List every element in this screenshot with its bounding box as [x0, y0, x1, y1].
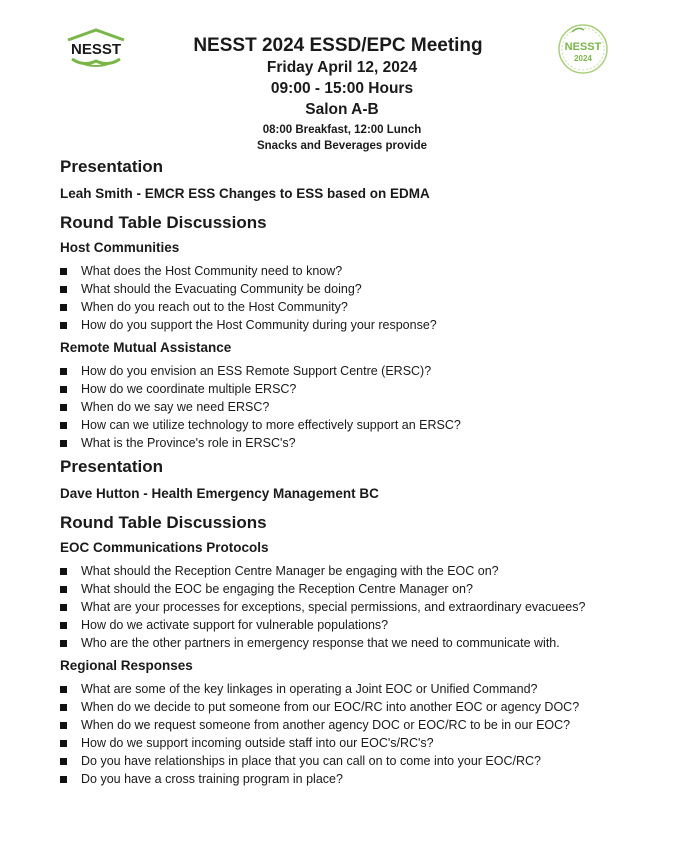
list-item: Who are the other partners in emergency response that we need to communicate with.	[60, 634, 660, 652]
host-communities-list	[60, 262, 660, 334]
list-item: How can we utilize technology to more effectively support an ERSC?	[60, 416, 660, 434]
list-item: What should the Evacuating Community be doing?	[60, 280, 660, 298]
list-item: When do you reach out to the Host Community?	[60, 298, 660, 316]
bullet-square-icon	[60, 722, 67, 729]
bullet-square-icon	[60, 440, 67, 447]
bullet-square-icon	[60, 640, 67, 647]
meeting-title: NESST 2024 ESSD/EPC Meeting	[193, 35, 483, 56]
bullet-square-icon	[60, 286, 67, 293]
meeting-header	[0, 34, 684, 154]
list-item: Do you have relationships in place that you can call on to come into your EOC/RC?	[60, 752, 660, 770]
subheading-regional-responses: Regional Responses	[60, 658, 193, 673]
meal-times: 08:00 Breakfast, 12:00 Lunch	[262, 124, 422, 136]
bullet-square-icon	[60, 568, 67, 575]
subheading-host-communities: Host Communities	[60, 240, 180, 255]
list-item: How do we support incoming outside staff into our EOC's/RC's?	[60, 734, 660, 752]
list-item: When do we say we need ERSC?	[60, 398, 660, 416]
logo-right-text: NESST	[564, 41, 602, 53]
bullet-square-icon	[60, 604, 67, 611]
list-item: How do you envision an ESS Remote Support Centre (ERSC)?	[60, 362, 660, 380]
list-item: Do you have a cross training program in place?	[60, 770, 660, 788]
presentation-speaker-1: Leah Smith - EMCR ESS Changes to ESS based on EDMA	[60, 186, 430, 201]
bullet-square-icon	[60, 740, 67, 747]
bullet-square-icon	[60, 322, 67, 329]
list-item: What are some of the key linkages in operating a Joint EOC or Unified Command?	[60, 680, 660, 698]
list-item: What is the Province's role in ERSC's?	[60, 434, 660, 452]
subheading-remote-mutual-assistance: Remote Mutual Assistance	[60, 340, 232, 355]
logo-right-year: 2024	[574, 54, 592, 63]
logo-left-text: NESST	[70, 41, 122, 58]
meeting-room: Salon A-B	[305, 101, 379, 118]
meeting-date: Friday April 12, 2024	[266, 59, 418, 76]
section-heading-round-table-1: Round Table Discussions	[60, 213, 267, 232]
list-item: When do we request someone from another agency DOC or EOC/RC to be in our EOC?	[60, 716, 660, 734]
bullet-square-icon	[60, 422, 67, 429]
bullet-square-icon	[60, 268, 67, 275]
list-item: How do you support the Host Community during your response?	[60, 316, 660, 334]
eoc-communications-list	[60, 562, 660, 652]
bullet-square-icon	[60, 776, 67, 783]
agenda-content	[60, 156, 660, 792]
bullet-square-icon	[60, 704, 67, 711]
bullet-square-icon	[60, 386, 67, 393]
list-item: What should the Reception Centre Manager be engaging with the EOC on?	[60, 562, 660, 580]
list-item: What are your processes for exceptions, special permissions, and extraordinary evacuees?	[60, 598, 586, 616]
list-item: When do we decide to put someone from our EOC/RC into another EOC or agency DOC?	[60, 698, 660, 716]
bullet-square-icon	[60, 622, 67, 629]
section-heading-presentation-1: Presentation	[60, 157, 163, 176]
bullet-square-icon	[60, 686, 67, 693]
subheading-eoc-communications-protocols: EOC Communications Protocols	[60, 540, 269, 555]
meeting-hours: 09:00 - 15:00 Hours	[270, 80, 414, 97]
snacks-note: Snacks and Beverages provide	[256, 140, 428, 152]
list-item: How do we activate support for vulnerable populations?	[60, 616, 660, 634]
regional-responses-list	[60, 680, 660, 788]
presentation-speaker-2: Dave Hutton - Health Emergency Management BC	[60, 486, 379, 501]
list-item: What does the Host Community need to know?	[60, 262, 660, 280]
bullet-square-icon	[60, 404, 67, 411]
bullet-square-icon	[60, 758, 67, 765]
bullet-square-icon	[60, 586, 67, 593]
list-item: How do we coordinate multiple ERSC?	[60, 380, 660, 398]
remote-mutual-assistance-list	[60, 362, 660, 452]
section-heading-round-table-2: Round Table Discussions	[60, 513, 267, 532]
section-heading-presentation-2: Presentation	[60, 457, 163, 476]
bullet-square-icon	[60, 368, 67, 375]
bullet-square-icon	[60, 304, 67, 311]
list-item: What should the EOC be engaging the Reception Centre Manager on?	[60, 580, 660, 598]
